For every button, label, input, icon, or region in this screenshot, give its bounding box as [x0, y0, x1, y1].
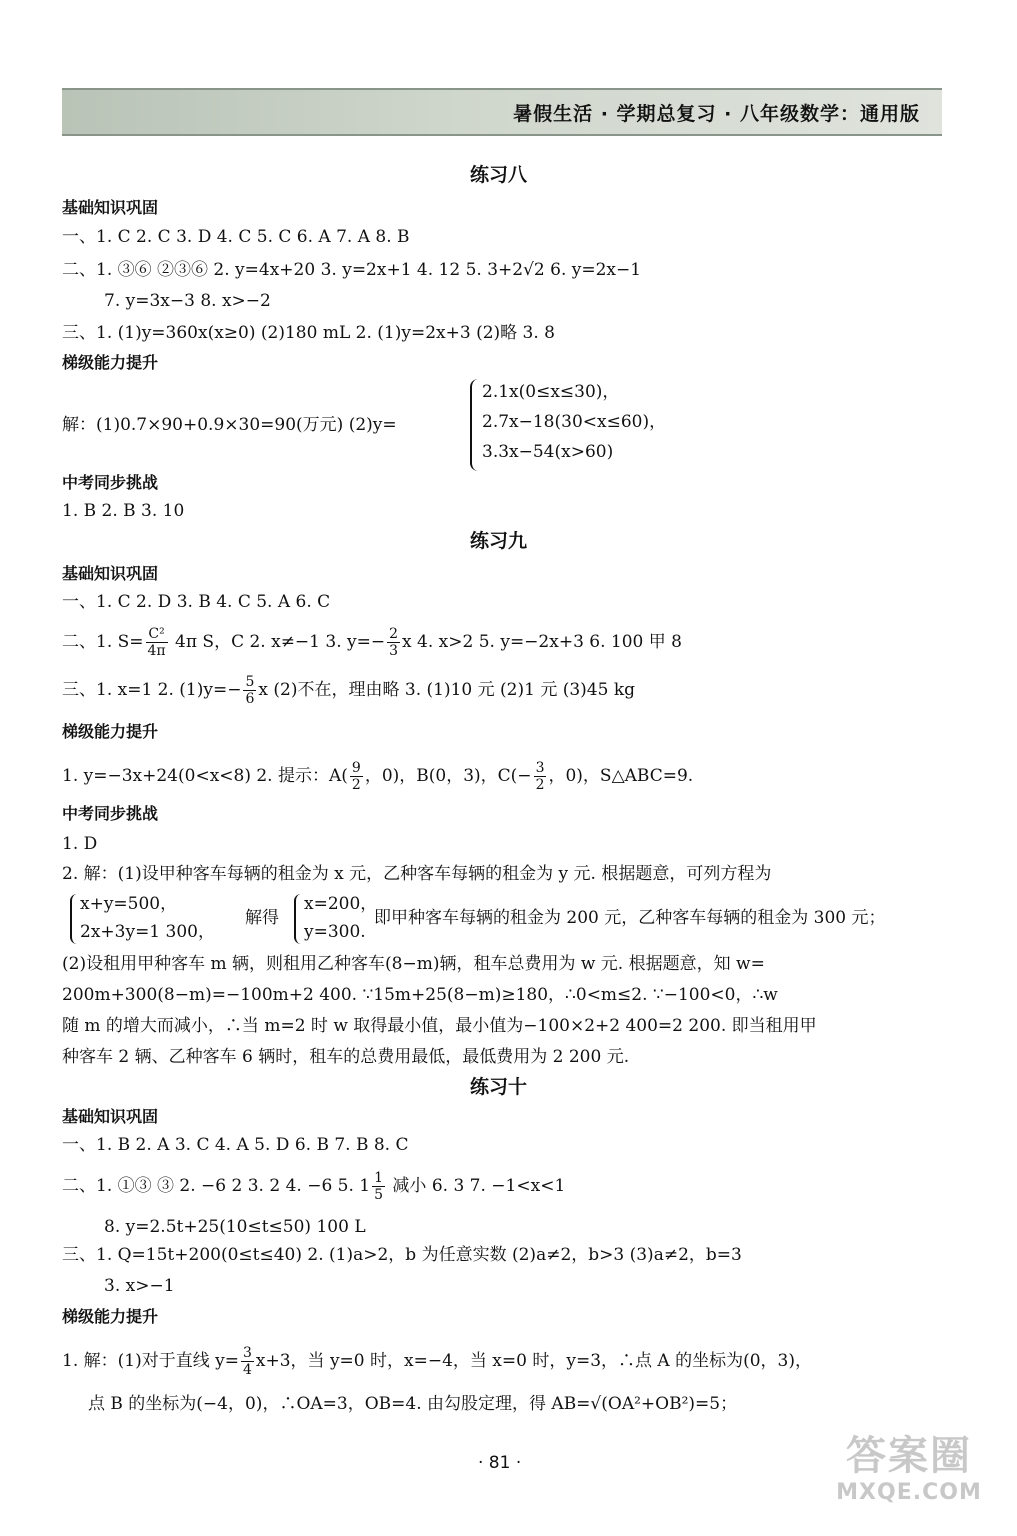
- ex8-line4: 三、1. (1)y=360x(x≥0) (2)180 mL 2. (1)y=2x+3 (2)略 3. 8: [62, 323, 555, 343]
- ex10-basic-heading: 基础知识巩固: [62, 1107, 159, 1126]
- ex9-system2-eq2: y=300.: [304, 922, 366, 942]
- fraction: $\frac{2}{3}$: [389, 626, 399, 659]
- ex8-piecewise-brace: [470, 379, 482, 471]
- header-bar: [62, 88, 942, 136]
- ex8-case1: 2.1x(0≤x≤30)，: [482, 382, 620, 402]
- fraction: $\frac{3}{2}$: [535, 760, 545, 793]
- ex9-ladder-answer: 1. y=−3x+24(0<x<8) 2. 提示：A( $\frac{9}{2}$ ，0)，B(0，3)，C(− $\frac{3}{2}$ ，0)，S△ABC=9.: [62, 760, 694, 793]
- ex9-ladder-heading: 梯级能力提升: [62, 722, 159, 741]
- ex8-basic-heading: 基础知识巩固: [62, 198, 159, 217]
- ex8-solution-left: 解：(1)0.7×90+0.9×30=90(万元) (2)y=: [62, 415, 397, 435]
- ex8-exam-answers: 1. B 2. B 3. 10: [62, 501, 185, 521]
- ex8-case3: 3.3x−54(x>60): [482, 442, 614, 462]
- ex8-case2: 2.7x−18(30<x≤60)，: [482, 412, 667, 432]
- ex10-line1: 一、1. B 2. A 3. C 4. A 5. D 6. B 7. B 8. C: [62, 1135, 409, 1155]
- ex8-ladder-heading: 梯级能力提升: [62, 353, 159, 372]
- ex9-system1-eq2: 2x+3y=1 300，: [80, 922, 215, 942]
- ex9-title: 练习九: [470, 530, 528, 552]
- ex9-exam2-result: 即甲种客车每辆的租金为 200 元，乙种客车每辆的租金为 300 元；: [374, 908, 886, 928]
- ex8-title: 练习八: [470, 164, 528, 186]
- fraction: $\frac{9}{2}$: [351, 760, 361, 793]
- ex9-system1-eq1: x+y=500，: [80, 894, 178, 914]
- ex9-line1: 一、1. C 2. D 3. B 4. C 5. A 6. C: [62, 592, 331, 612]
- ex9-basic-heading: 基础知识巩固: [62, 564, 159, 583]
- ex8-exam-heading: 中考同步挑战: [62, 473, 159, 492]
- header-title: 暑假生活 · 学期总复习 · 八年级数学：通用版: [513, 103, 920, 125]
- ex10-line2: 二、1. ①③ ③ 2. −6 2 3. 2 4. −6 5. 1 $\frac{1}{5}$ 减小 6. 3 7. −1<x<1: [62, 1170, 566, 1203]
- ex9-line3: 三、1. x=1 2. (1)y=− $\frac{5}{6}$ x (2)不在，理由略 3. (1)10 元 (2)1 元 (3)45 kg: [62, 674, 636, 707]
- ex9-exam2-line4: 200m+300(8−m)=−100m+2 400. ∵15m+25(8−m)≥180，∴0<m≤2. ∵−100<0，∴w: [62, 985, 778, 1005]
- ex10-line4: 三、1. Q=15t+200(0≤t≤40) 2. (1)a>2，b 为任意实数 (2)a≠2，b>3 (3)a≠2，b=3: [62, 1245, 742, 1265]
- ex9-exam1: 1. D: [62, 834, 98, 854]
- ex9-exam2-line5: 随 m 的增大而减小，∴当 m=2 时 w 取得最小值，最小值为−100×2+2 400=2 200. 即当租用甲: [62, 1016, 817, 1036]
- ex9-exam2-line1: 2. 解：(1)设甲种客车每辆的租金为 x 元，乙种客车每辆的租金为 y 元. 根据题意，可列方程为: [62, 864, 772, 884]
- ex8-line2: 二、1. ③⑥ ②③⑥ 2. y=4x+20 3. y=2x+1 4. 12 5. 3+2√2 6. y=2x−1: [62, 260, 642, 280]
- ex10-line5: 3. x>−1: [104, 1276, 175, 1296]
- ex9-system2-eq1: x=200，: [304, 894, 378, 914]
- fraction: $\frac{5}{6}$: [245, 674, 255, 707]
- ex9-line2: 二、1. S= $\frac{\text{C²}}{4\pi}$ 4π S，C 2. x≠−1 3. y=− $\frac{2}{3}$ x 4. x>2 5. y=−2x+3 6. 100 甲 8: [62, 626, 682, 659]
- ex8-line1: 一、1. C 2. C 3. D 4. C 5. C 6. A 7. A 8. B: [62, 227, 410, 247]
- ex10-solution-line1: 1. 解：(1)对于直线 y= $\frac{3}{4}$ x+3，当 y=0 时，x=−4，当 x=0 时，y=3，∴点 A 的坐标为(0，3)，: [62, 1345, 813, 1378]
- fraction: $\frac{\text{C²}}{4\pi}$: [147, 626, 166, 659]
- fraction: $\frac{3}{4}$: [242, 1345, 252, 1378]
- ex9-exam-heading: 中考同步挑战: [62, 804, 159, 823]
- ex9-exam2-line3: (2)设租用甲种客车 m 辆，则租用乙种客车(8−m)辆，租车总费用为 w 元. 根据题意，知 w=: [62, 954, 765, 974]
- ex10-line3: 8. y=2.5t+25(10≤t≤50) 100 L: [104, 1217, 366, 1237]
- system-brace: [70, 894, 80, 944]
- ex9-exam2-line6: 种客车 2 辆、乙种客车 6 辆时，租车的总费用最低，最低费用为 2 200 元.: [62, 1047, 630, 1067]
- ex10-title: 练习十: [470, 1076, 528, 1098]
- ex8-line3: 7. y=3x−3 8. x>−2: [104, 291, 271, 311]
- ex10-solution-line2: 点 B 的坐标为(−4，0)，∴OA=3，OB=4. 由勾股定理，得 AB=√(OA²+OB²)=5；: [88, 1394, 738, 1414]
- ex9-solve-word: 解得: [245, 908, 279, 928]
- watermark-logo: 答案圈 MXQE.COM: [836, 1433, 982, 1505]
- fraction: $\frac{1}{5}$: [374, 1170, 384, 1203]
- page-number: · 81 ·: [478, 1453, 522, 1473]
- ex10-ladder-heading: 梯级能力提升: [62, 1307, 159, 1326]
- system-brace: [294, 894, 304, 944]
